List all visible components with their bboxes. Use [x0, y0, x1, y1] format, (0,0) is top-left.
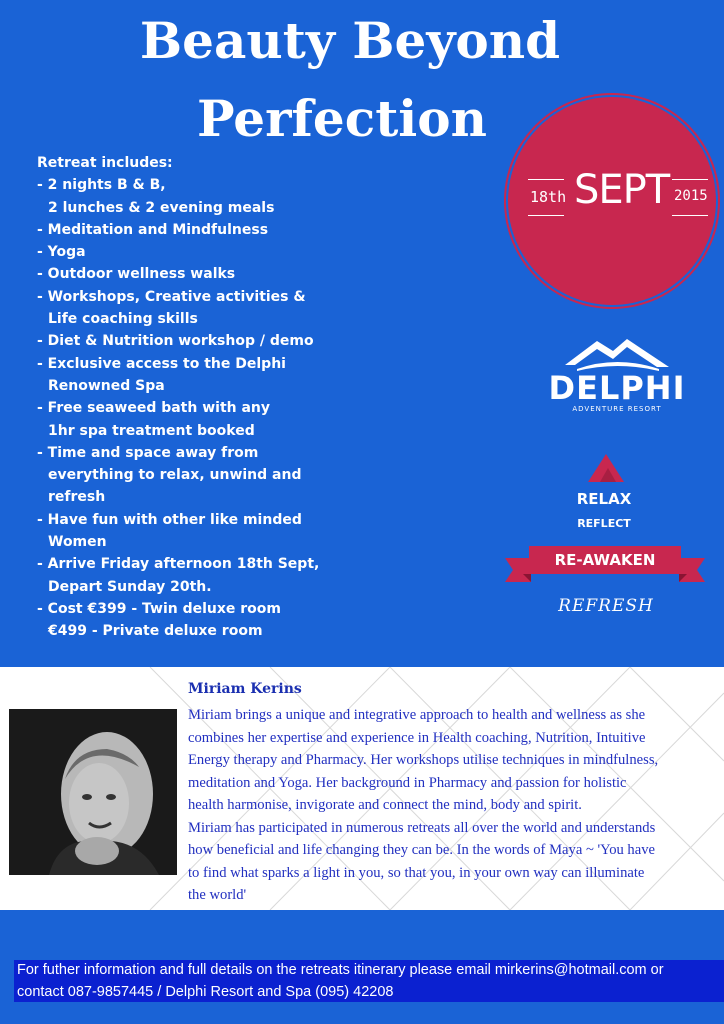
logo-tagline: ADVENTURE RESORT: [572, 405, 662, 413]
poster-title-line1: Beauty Beyond: [139, 11, 561, 70]
includes-line: - 2 nights B & B,: [37, 177, 166, 194]
delphi-logo: [547, 333, 687, 423]
includes-line: - Exclusive access to the Delphi: [37, 355, 286, 372]
includes-line: - Have fun with other like minded: [37, 511, 302, 528]
bio-line: combines her expertise and experience in Health coaching, Nutrition, Intuitive: [188, 729, 646, 746]
date-rule: [528, 179, 564, 180]
includes-line: everything to relax, unwind and: [48, 467, 302, 484]
retreat-includes-list: [37, 152, 357, 643]
includes-line: - Free seaweed bath with any: [37, 400, 271, 417]
motto-relax: RELAX: [576, 490, 632, 508]
includes-line: €499 - Private deluxe room: [48, 623, 263, 640]
date-rule: [528, 215, 564, 216]
contact-line: contact 087-9857445 / Delphi Resort and Spa (095) 42208: [17, 984, 394, 1000]
poster-title-line2: Perfection: [197, 89, 487, 148]
mountain-logo-icon: [547, 333, 687, 373]
motto-refresh: REFRESH: [558, 596, 654, 616]
date-rule: [672, 215, 708, 216]
date-badge: [508, 97, 716, 305]
includes-line: 1hr spa treatment booked: [48, 422, 255, 439]
includes-line: Life coaching skills: [48, 311, 198, 328]
bio-line: Energy therapy and Pharmacy. Her workshops utilise techniques in mindfulness,: [188, 752, 659, 768]
bio-line: the world': [188, 887, 247, 903]
bio-text: [188, 704, 718, 907]
includes-line: - Diet & Nutrition workshop / demo: [37, 333, 314, 350]
bio-line: to find what sparks a light in you, so that you, in your own way can illuminate: [188, 864, 645, 881]
contact-line: For futher information and full details on the retreats itinerary please email mirkerins@hotmail.com or: [17, 962, 664, 978]
bio-line: meditation and Yoga. Her background in Pharmacy and passion for holistic: [188, 774, 627, 791]
mountain-peak-icon: [586, 452, 626, 484]
motto-reflect: REFLECT: [577, 517, 631, 530]
includes-line: - Meditation and Mindfulness: [37, 221, 269, 238]
date-day: 18th: [530, 188, 567, 206]
portrait-image: [9, 709, 177, 875]
date-year: 2015: [674, 188, 708, 204]
date-month: SEPT: [574, 167, 670, 213]
bio-line: Miriam brings a unique and integrative approach to health and wellness as she: [188, 707, 646, 723]
includes-line: - Yoga: [37, 244, 86, 261]
bio-line: health harmonise, invigorate and connect the mind, body and spirit.: [188, 797, 582, 813]
includes-line: - Workshops, Creative activities &: [37, 288, 306, 305]
includes-line: 2 lunches & 2 evening meals: [48, 199, 275, 216]
includes-line: refresh: [48, 489, 106, 506]
motto-reawaken: RE-AWAKEN: [554, 551, 656, 569]
includes-line: - Cost €399 - Twin deluxe room: [37, 600, 281, 617]
includes-line: - Arrive Friday afternoon 18th Sept,: [37, 556, 320, 573]
includes-heading: Retreat includes:: [37, 155, 173, 171]
includes-line: Renowned Spa: [48, 377, 165, 394]
includes-line: Depart Sunday 20th.: [48, 578, 212, 595]
date-rule: [672, 179, 708, 180]
bio-line: how beneficial and life changing they can be. In the words of Maya ~ 'You have: [188, 842, 655, 858]
contact-box: [14, 960, 724, 1002]
bio-line: Miriam has participated in numerous retreats all over the world and understands: [188, 819, 656, 836]
includes-line: - Time and space away from: [37, 444, 259, 461]
bio-name: Miriam Kerins: [188, 681, 302, 697]
logo-name: DELPHI: [548, 369, 686, 407]
includes-line: - Outdoor wellness walks: [37, 266, 236, 283]
includes-line: Women: [48, 534, 107, 551]
profile-photo: [9, 709, 177, 875]
